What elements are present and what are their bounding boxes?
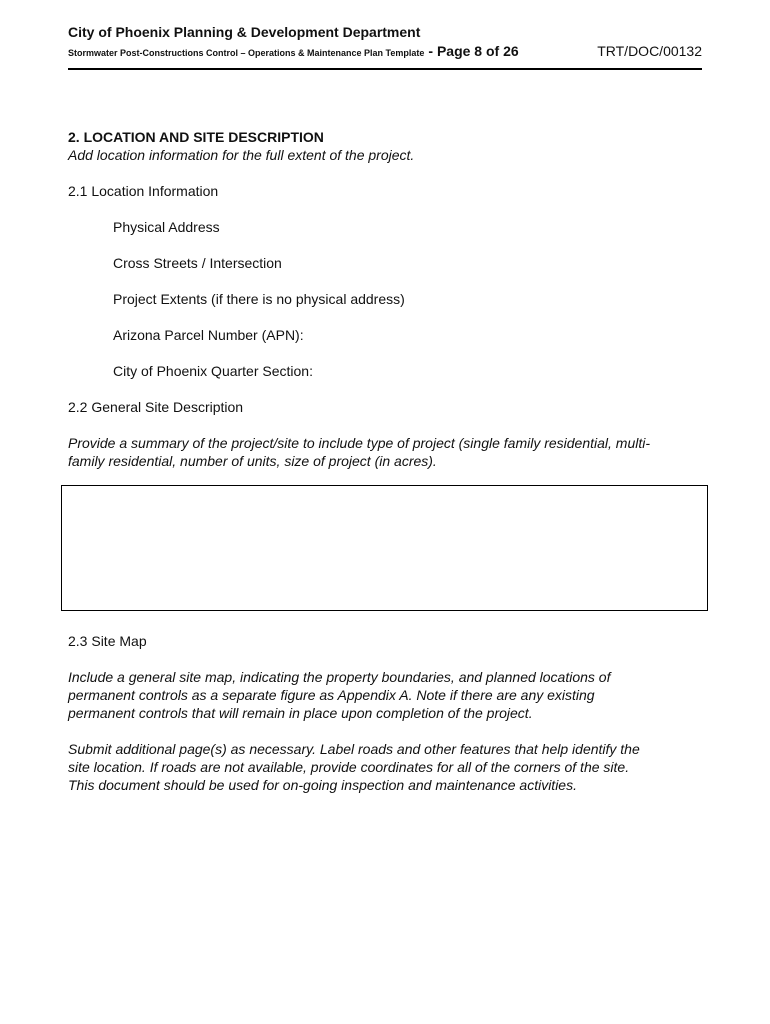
field-physical-address: Physical Address [113,219,220,235]
field-apn: Arizona Parcel Number (APN): [113,327,304,343]
general-site-instruction-line-2: family residential, number of units, size of project (in acres). [68,453,437,469]
section-heading: 2. LOCATION AND SITE DESCRIPTION [68,129,324,145]
document-id: TRT/DOC/00132 [597,43,702,59]
page-header [68,22,702,60]
site-map-paragraph-1-line-2: permanent controls as a separate figure as Appendix A. Note if there are any existing [68,687,595,703]
document-subtitle-row [68,42,702,60]
field-cross-streets: Cross Streets / Intersection [113,255,282,271]
site-map-paragraph-1-line-3: permanent controls that will remain in place upon completion of the project. [68,705,533,721]
site-map-paragraph-2-line-2: site location. If roads are not available, provide coordinates for all of the corners of the site. [68,759,630,775]
field-quarter-section: City of Phoenix Quarter Section: [113,363,313,379]
site-map-heading: 2.3 Site Map [68,633,147,649]
site-map-paragraph-2-line-3: This document should be used for on-going inspection and maintenance activities. [68,777,577,793]
department-title: City of Phoenix Planning & Development Department [68,24,421,40]
site-description-text-box[interactable] [61,485,708,611]
field-project-extents: Project Extents (if there is no physical address) [113,291,405,307]
general-site-heading: 2.2 General Site Description [68,399,244,415]
page-number: - Page 8 of 26 [428,43,519,59]
site-map-section [68,632,708,794]
general-site-instruction-line-1: Provide a summary of the project/site to include type of project (single family residential, multi- [68,435,651,451]
site-map-paragraph-2-line-1: Submit additional page(s) as necessary. Label roads and other features that help identify the [68,741,640,757]
header-divider [68,68,702,70]
document-subtitle: Stormwater Post-Constructions Control – Operations & Maintenance Plan Template [68,48,425,58]
site-map-paragraph-1-line-1: Include a general site map, indicating the property boundaries, and planned locations of [68,669,611,685]
section-location-site-description [68,128,708,470]
section-instruction: Add location information for the full extent of the project. [68,147,415,163]
location-info-heading: 2.1 Location Information [68,183,219,199]
